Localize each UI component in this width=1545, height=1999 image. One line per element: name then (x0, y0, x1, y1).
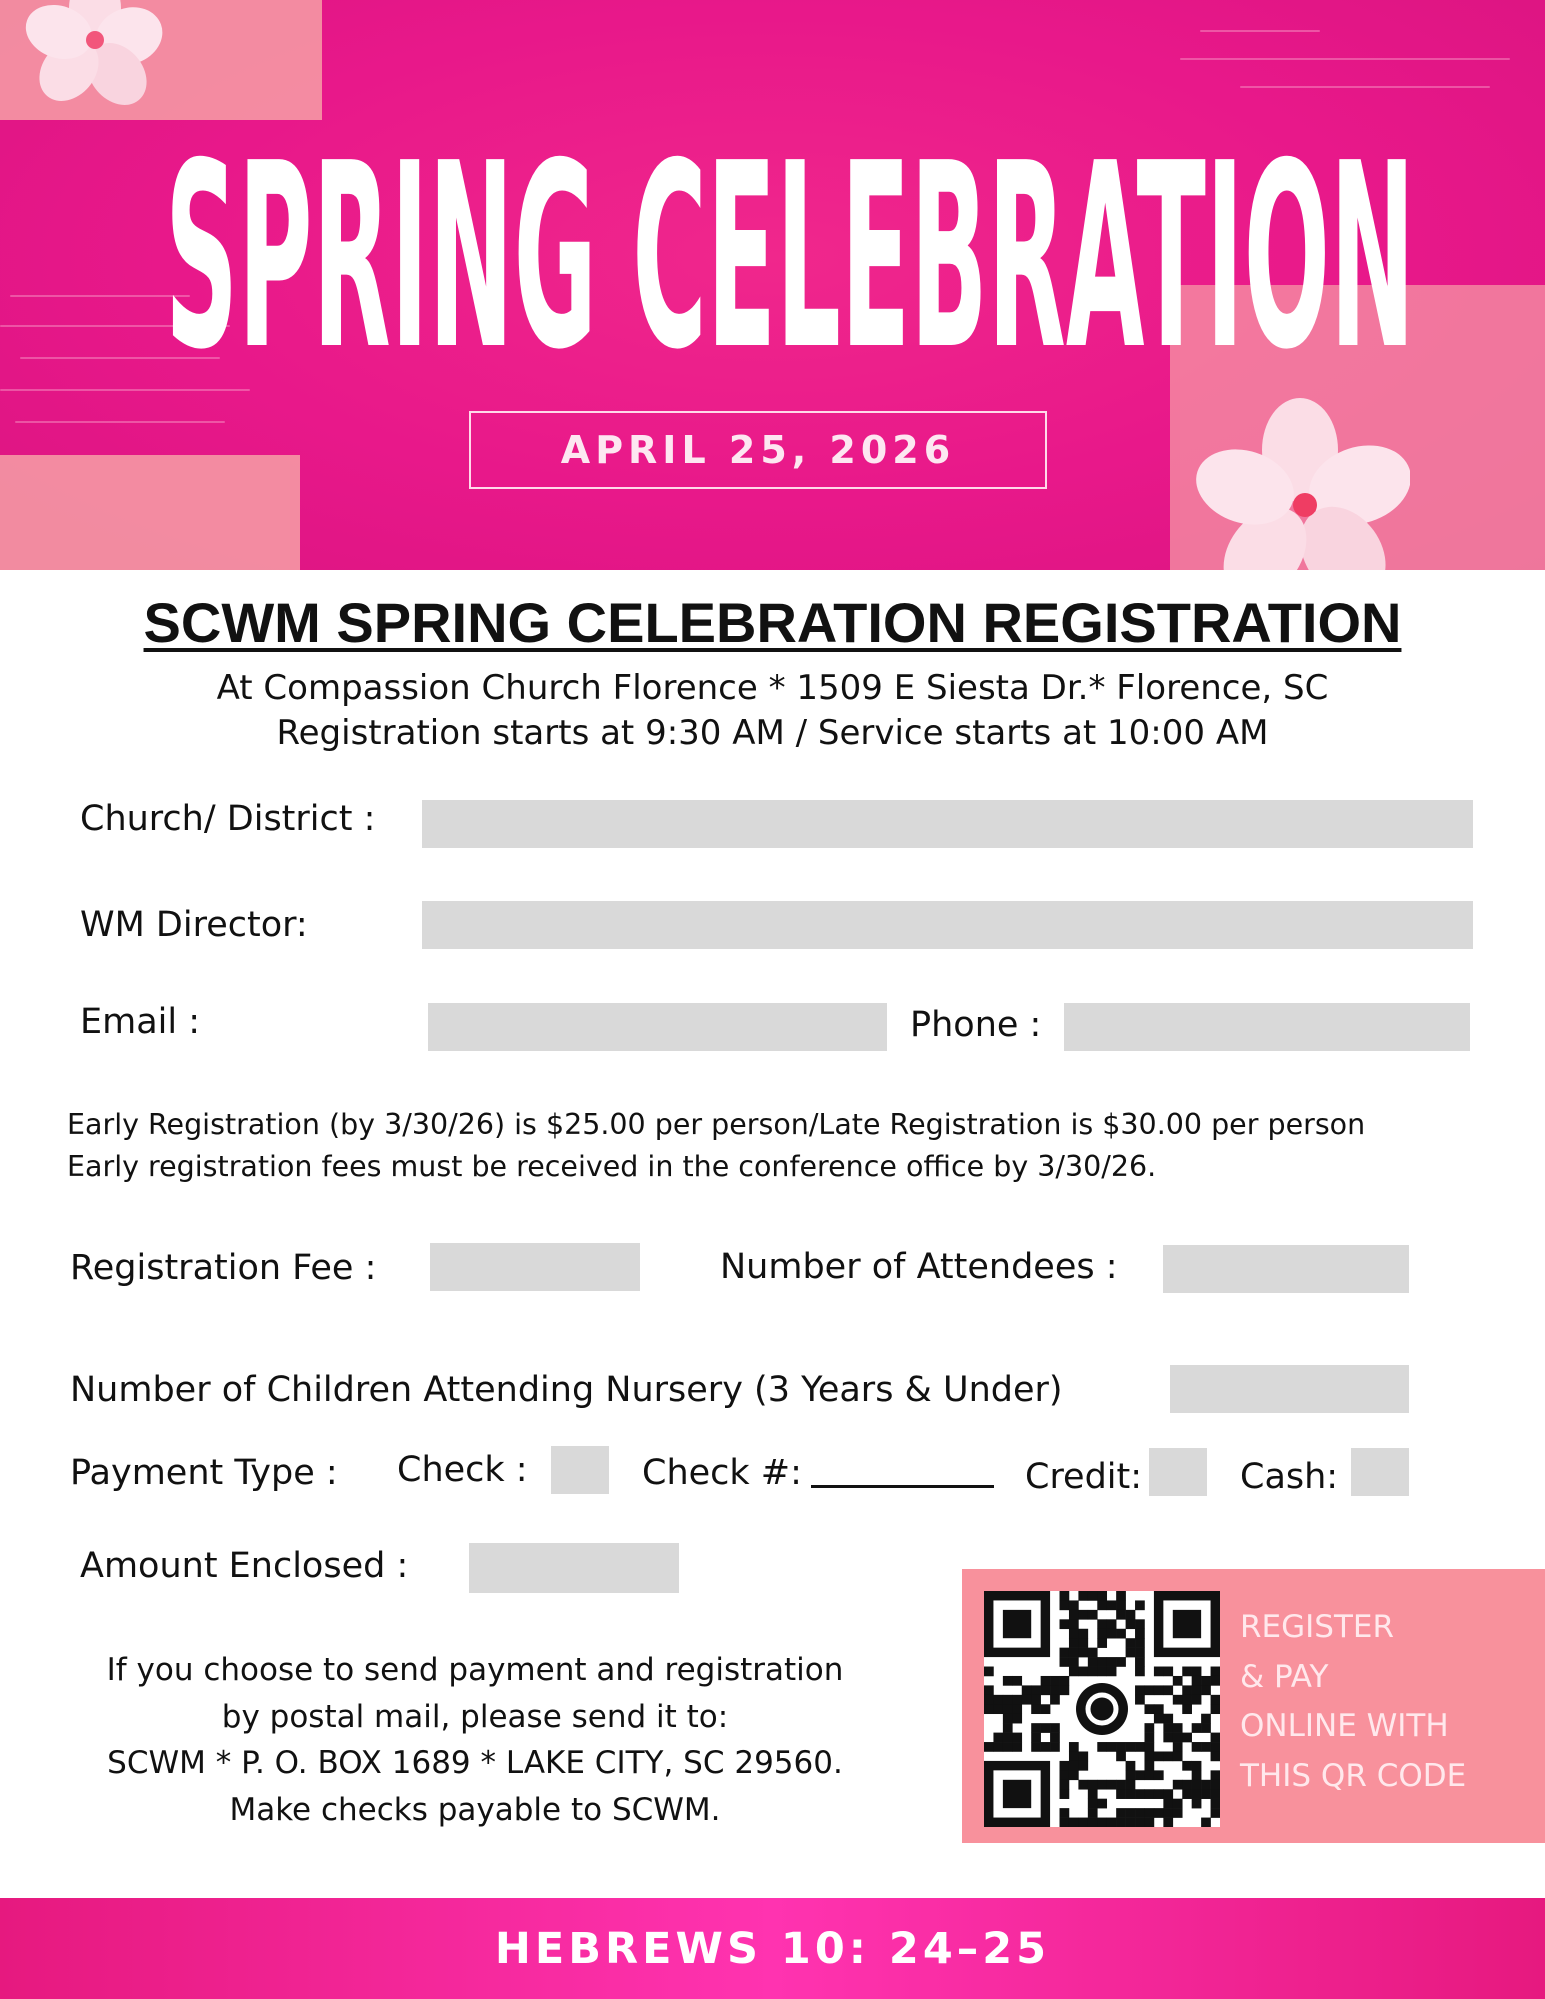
form-title: SCWM SPRING CELEBRATION REGISTRATION (143, 591, 1402, 654)
payment-type-label: Payment Type : (70, 1453, 338, 1493)
attendees-label: Number of Attendees : (720, 1247, 1118, 1287)
event-date-box (469, 411, 1047, 489)
registration-fee-label: Registration Fee : (70, 1248, 377, 1288)
registration-fee-input[interactable] (430, 1243, 640, 1291)
email-input[interactable] (428, 1003, 887, 1051)
qr-text-line-1: REGISTER (1240, 1609, 1395, 1645)
event-date: APRIL 25, 2026 (560, 428, 956, 472)
cash-checkbox[interactable] (1351, 1448, 1409, 1496)
qr-text-line-2: & PAY (1240, 1659, 1329, 1695)
email-label: Email : (80, 1002, 201, 1042)
qr-text-line-4: THIS QR CODE (1240, 1758, 1467, 1794)
cash-label: Cash: (1240, 1457, 1339, 1497)
banner-title (160, 140, 1420, 370)
check-number-line[interactable] (811, 1485, 994, 1488)
credit-checkbox[interactable] (1149, 1448, 1207, 1496)
mail-info-line-1: If you choose to send payment and registration (106, 1652, 844, 1688)
fee-note-line-1: Early Registration (by 3/30/26) is $25.00 per person/Late Registration is $30.00 per person (67, 1108, 1366, 1141)
phone-label: Phone : (910, 1005, 1042, 1045)
check-checkbox[interactable] (551, 1446, 609, 1494)
church-district-input[interactable] (422, 800, 1473, 848)
attendees-input[interactable] (1163, 1245, 1409, 1293)
flower-top-left-icon (0, 0, 180, 120)
wm-director-input[interactable] (422, 901, 1473, 949)
amount-enclosed-label: Amount Enclosed : (80, 1546, 409, 1586)
handwriting-decoration-right (1180, 20, 1540, 110)
times-line: Registration starts at 9:30 AM / Service starts at 10:00 AM (276, 713, 1269, 753)
nursery-label: Number of Children Attending Nursery (3 Years & Under) (70, 1370, 1063, 1410)
qr-code-icon[interactable] (984, 1591, 1220, 1827)
check-number-label: Check #: (642, 1453, 802, 1493)
footer-banner (0, 1898, 1545, 1999)
church-district-label: Church/ District : (80, 799, 376, 839)
credit-label: Credit: (1025, 1457, 1143, 1497)
fee-note-line-2: Early registration fees must be received in the conference office by 3/30/26. (67, 1150, 1157, 1183)
qr-text-line-3: ONLINE WITH (1240, 1708, 1449, 1744)
header-banner (0, 0, 1545, 570)
peach-block-left (0, 455, 300, 570)
check-label: Check : (397, 1450, 528, 1490)
wm-director-label: WM Director: (80, 905, 308, 945)
banner-title-text: SPRING CELEBRATION (165, 140, 1415, 370)
phone-input[interactable] (1064, 1003, 1470, 1051)
mail-info-line-2: by postal mail, please send it to: (221, 1699, 729, 1735)
mail-info-line-4: Make checks payable to SCWM. (229, 1792, 721, 1828)
amount-enclosed-input[interactable] (469, 1543, 679, 1593)
location-line: At Compassion Church Florence * 1509 E Siesta Dr.* Florence, SC (216, 668, 1329, 708)
qr-code-graphic (984, 1591, 1220, 1827)
nursery-input[interactable] (1170, 1365, 1409, 1413)
mail-info-line-3: SCWM * P. O. BOX 1689 * LAKE CITY, SC 29560. (107, 1745, 843, 1781)
flower-bottom-right-icon (1180, 395, 1410, 570)
footer-verse: HEBREWS 10: 24–25 (494, 1923, 1051, 1974)
